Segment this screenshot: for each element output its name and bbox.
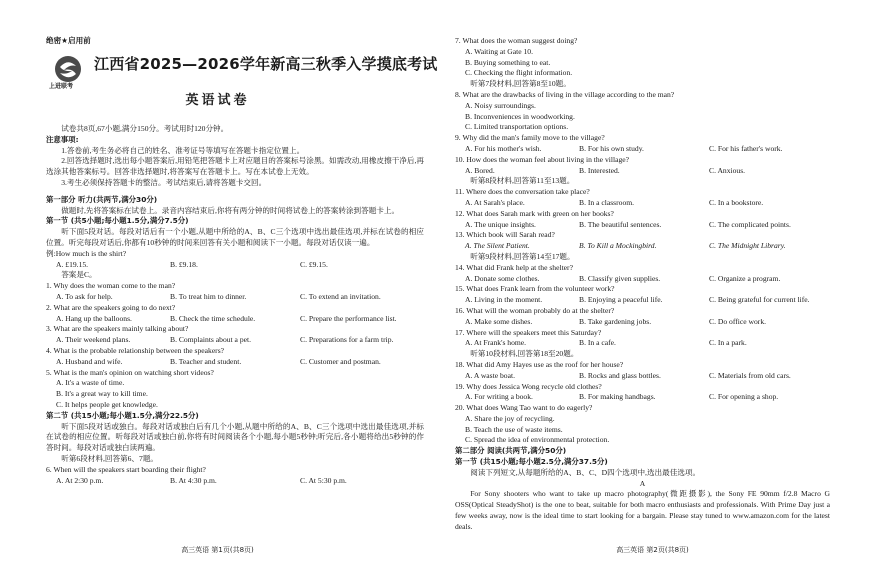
passage-a: For Sony shooters who want to take up macro photography(微距摄影), the Sony FE 90mm f/2.8 Macro G OSS(Optical SteadyShot) is the one to beat, suitable for both macro enthusiasts and professionals. With Prime Day just a few weeks away, now is the ideal time to start looking for a bargain. Please stay tuned to www.amazon.com for the latest deals. — [455, 489, 830, 531]
subject-title: 英语试卷 — [185, 93, 250, 108]
reading-sec1-title: 第一节 (共15小题;每小题2.5分,满分37.5分) — [455, 457, 608, 467]
question-8: 8. What are the drawbacks of living in the village according to the man? — [455, 89, 675, 99]
question-6: 6. When will the speakers start boarding their flight? — [46, 464, 206, 474]
passage-letter: A — [639, 478, 646, 488]
option-a: A. Their weekend plans. — [56, 335, 131, 345]
sec1-desc: 听下面5段对话。每段对话后有一个小题,从题中所给的A、B、C三个选项中选出最佳选项,并标在试卷的相应位置。听完每段对话后,你都有10秒钟的时间来回答有关小题和阅读下一小题。每段对话仅读一遍。 — [46, 227, 424, 247]
option-a: A. To ask for help. — [56, 291, 113, 301]
option-b: B. Classify given supplies. — [579, 273, 661, 283]
option-c: C. Checking the flight information. — [465, 68, 573, 78]
listen-6: 听第6段材料,回答第6、7题。 — [61, 453, 159, 463]
question-13: 13. Which book will Sarah read? — [455, 230, 555, 240]
option-c: C. Organize a program. — [709, 273, 781, 283]
notice-3: 3.考生必须保持答题卡的整洁。考试结束后,请将答题卡交回。 — [61, 177, 267, 187]
reading-sec1-desc: 阅读下列短文,从每题所给的A、B、C、D四个选项中,选出最佳选项。 — [470, 467, 701, 477]
option-a: A. Hang up the balloons. — [56, 313, 132, 323]
question-2: 2. What are the speakers going to do next? — [46, 302, 176, 312]
question-11: 11. Where does the conversation take place? — [455, 187, 590, 197]
page-2-footer: 高三英语 第2页(共8页) — [616, 546, 689, 554]
option-c: C. The Midnight Library. — [709, 241, 786, 251]
option-b: B. Inconveniences in woodworking. — [465, 111, 575, 121]
question-15: 15. What does Frank learn from the volunteer work? — [455, 284, 615, 294]
listen-7: 听第7段材料,回答第8至10题。 — [470, 79, 571, 89]
option-a: A. A waste boat. — [465, 370, 515, 380]
option-c: C. In a bookstore. — [709, 197, 764, 207]
part1-title: 第一部分 听力(共两节,满分30分) — [46, 194, 158, 204]
option-b: B. To treat him to dinner. — [170, 291, 247, 301]
listen-10: 听第10段材料,回答第18至20题。 — [470, 349, 579, 359]
question-7: 7. What does the woman suggest doing? — [455, 36, 578, 45]
question-18: 18. What did Amy Hayes use as the roof for her house? — [455, 359, 624, 369]
question-10-options — [455, 166, 830, 177]
question-1-options — [46, 292, 424, 303]
question-20: 20. What does Wang Tao want to do eagerly? — [455, 403, 593, 413]
option-a: A. Donate some clothes. — [465, 273, 540, 283]
question-9: 9. Why did the man's family move to the village? — [455, 133, 605, 143]
option-b: B. To Kill a Mockingbird. — [579, 241, 657, 251]
sec2-desc: 听下面5段对话或独白。每段对话或独白后有几个小题,从题中所给的A、B、C三个选项中选出最佳选项,并标在试卷的相应位置。听每段对话或独白前,你将有时间阅读各个小题,每小题5秒钟;听完后,各小题将给出5秒钟的作答时间。每段对话或独白读两遍。 — [46, 421, 424, 453]
example-question: 例:How much is the shirt? — [46, 248, 127, 258]
option-a: A. Living in the moment. — [465, 295, 543, 305]
question-2-options — [46, 314, 424, 325]
option-b: B. Complaints about a pet. — [170, 335, 251, 345]
question-17-options — [455, 338, 830, 349]
question-5: 5. What is the man's opinion on watching short videos? — [46, 367, 214, 377]
option-c: C. Spread the idea of environmental protection. — [465, 435, 610, 445]
question-9-options — [455, 144, 830, 155]
part1-desc: 做题时,先将答案标在试卷上。录音内容结束后,你将有两分钟的时间将试卷上的答案转涂到答题卡上。 — [61, 205, 400, 215]
option-b: B. Enjoying a peaceful life. — [579, 295, 663, 305]
question-3: 3. What are the speakers mainly talking about? — [46, 324, 189, 334]
option-c: C. It helps people get knowledge. — [56, 399, 158, 409]
example-options — [46, 260, 424, 271]
option-b: B. Rocks and glass bottles. — [579, 370, 661, 380]
option-b: B. Take gardening jobs. — [579, 316, 652, 326]
option-c: C. Do office work. — [709, 316, 767, 326]
question-1: 1. Why does the woman come to the man? — [46, 281, 176, 291]
question-4-options — [46, 357, 424, 368]
question-19: 19. Why does Jessica Wong recycle old clothes? — [455, 381, 602, 391]
option-a: A. The unique insights. — [465, 219, 536, 229]
option-a: A. For his mother's wish. — [465, 143, 542, 153]
question-10: 10. How does the woman feel about living in the village? — [455, 154, 629, 164]
question-6-options — [46, 476, 424, 487]
option-c: C. To extend an invitation. — [300, 291, 381, 301]
option-a: A. Waiting at Gate 10. — [465, 46, 533, 56]
option-c: C. Limited transportation options. — [465, 122, 569, 132]
example-option-c: C. £9.15. — [300, 259, 328, 269]
question-17: 17. Where will the speakers meet this Saturday? — [455, 327, 602, 337]
right-body — [455, 36, 830, 533]
option-a: A. At Sarah's place. — [465, 197, 525, 207]
question-14-options — [455, 274, 830, 285]
option-c: C. For opening a shop. — [709, 392, 779, 402]
sec2-title: 第二节 (共15小题;每小题1.5分,满分22.5分) — [46, 410, 199, 420]
option-a: A. It's a waste of time. — [56, 378, 125, 388]
option-c: C. At 5:30 p.m. — [300, 475, 347, 485]
option-a: A. At Frank's home. — [465, 338, 527, 348]
question-14: 14. What did Frank help at the shelter? — [455, 262, 573, 272]
option-a: A. At 2:30 p.m. — [56, 475, 104, 485]
option-b: B. Buying something to eat. — [465, 57, 551, 67]
option-a: A. The Silent Patient. — [465, 241, 530, 251]
listen-9: 听第9段材料,回答第14至17题。 — [470, 251, 575, 261]
option-b: B. In a classroom. — [579, 197, 635, 207]
option-b: B. For making handbags. — [579, 392, 656, 402]
option-a: A. Husband and wife. — [56, 356, 123, 366]
option-b: B. At 4:30 p.m. — [170, 475, 217, 485]
option-b: B. Check the time schedule. — [170, 313, 256, 323]
option-a: A. Make some dishes. — [465, 316, 533, 326]
question-11-options — [455, 198, 830, 209]
option-a: A. Share the joy of recycling. — [465, 413, 555, 423]
option-c: C. Customer and postman. — [300, 356, 381, 366]
option-c: C. Preparations for a farm trip. — [300, 335, 394, 345]
question-13-options — [455, 241, 830, 252]
question-3-options — [46, 335, 424, 346]
option-b: B. In a cafe. — [579, 338, 616, 348]
question-12-options — [455, 220, 830, 231]
question-16-options — [455, 317, 830, 328]
example-option-b: B. £9.18. — [170, 259, 198, 269]
option-c: C. Materials from old cars. — [709, 370, 791, 380]
left-body — [46, 124, 424, 486]
notice-1: 1.答卷前,考生务必将自己的姓名、准考证号等填写在答题卡指定位置上。 — [61, 145, 305, 155]
option-b: B. Teacher and student. — [170, 356, 242, 366]
option-c: C. For his father's work. — [709, 143, 783, 153]
notice-2: 2.回答选择题时,选出每小题答案后,用铅笔把答题卡上对应题目的答案标号涂黑。如需改动,用橡皮擦干净后,再选涂其他答案标号。回答非选择题时,将答案写在答题卡上。写在本试卷上无效。 — [46, 156, 424, 177]
listen-8: 听第8段材料,回答第11至13题。 — [470, 176, 575, 186]
question-18-options — [455, 371, 830, 382]
example-answer: 答案是C。 — [61, 270, 97, 280]
option-c: C. The complicated points. — [709, 219, 791, 229]
option-b: B. It's a great way to kill time. — [56, 389, 148, 399]
question-12: 12. What does Sarah mark with green on her books? — [455, 208, 614, 218]
example-option-a: A. £19.15. — [56, 259, 89, 269]
part2-title: 第二部分 阅读(共两节,满分50分) — [455, 446, 567, 456]
option-b: B. The beautiful sentences. — [579, 219, 662, 229]
confidential-mark: 绝密★启用前 — [46, 36, 91, 45]
exam-title: 江西省2025—2026学年新高三秋季入学摸底考试 — [94, 55, 438, 73]
option-a: A. Noisy surroundings. — [465, 100, 536, 110]
notice-title: 注意事项: — [46, 134, 79, 144]
question-4: 4. What is the probable relationship between the speakers? — [46, 345, 225, 355]
sec1-title: 第一节 (共5小题;每小题1.5分,满分7.5分) — [46, 216, 189, 226]
option-c: C. Prepare the performance list. — [300, 313, 397, 323]
question-15-options — [455, 295, 830, 306]
option-b: B. Teach the use of waste items. — [465, 424, 563, 434]
option-a: A. Bored. — [465, 165, 495, 175]
option-c: C. In a park. — [709, 338, 747, 348]
option-b: B. Interested. — [579, 165, 620, 175]
option-c: C. Anxious. — [709, 165, 746, 175]
page-1-footer: 高三英语 第1页(共8页) — [181, 546, 254, 554]
question-16: 16. What will the woman probably do at the shelter? — [455, 305, 615, 315]
question-19-options — [455, 392, 830, 403]
option-c: C. Being grateful for current life. — [709, 295, 810, 305]
option-a: A. For writing a book. — [465, 392, 533, 402]
exam-intro: 试卷共8页,67小题,满分150分。考试用时120分钟。 — [61, 124, 229, 133]
option-b: B. For his own study. — [579, 143, 644, 153]
logo-text: 上进联考 — [49, 83, 74, 90]
